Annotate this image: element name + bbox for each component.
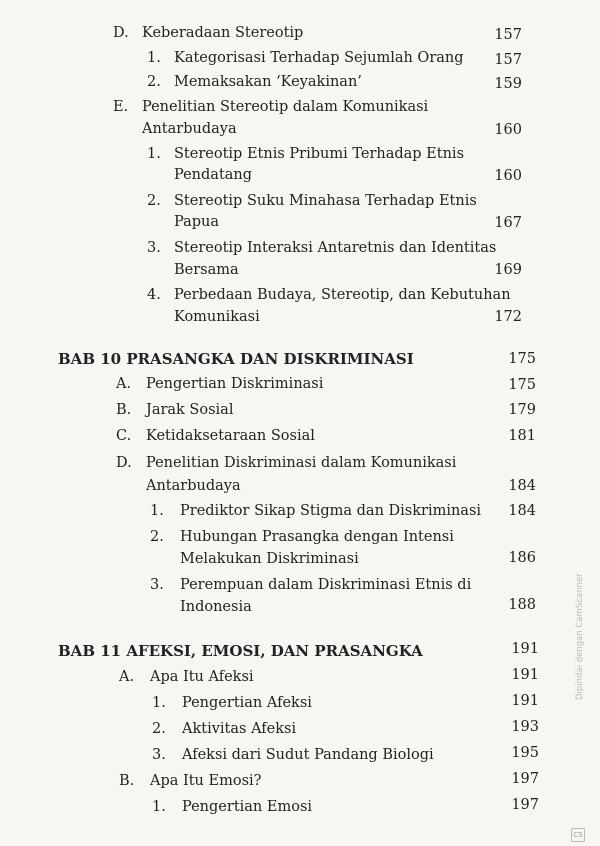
toc-item-title-cont: Pendatang: [174, 167, 253, 183]
toc-section-title: Apa Itu Emosi?: [150, 773, 262, 789]
toc-page-number: 160: [494, 168, 522, 184]
toc-item-number: 2.: [147, 193, 161, 209]
toc-item-number: 3.: [150, 577, 164, 593]
toc-item-title: Aktivitas Afeksi: [182, 721, 297, 737]
toc-item-title-cont: Bersama: [174, 262, 239, 278]
toc-page-number: 167: [494, 215, 522, 231]
toc-page-number: 175: [508, 351, 536, 367]
toc-item-title-cont: Papua: [174, 214, 220, 230]
toc-page-number: 184: [508, 478, 536, 494]
toc-page-number: 169: [494, 262, 522, 278]
toc-item-title-cont: Komunikasi: [174, 309, 260, 325]
toc-letter: D.: [113, 25, 129, 41]
toc-page-number: 197: [511, 797, 539, 813]
toc-item-title: Pengertian Emosi: [182, 799, 313, 815]
toc-page-number: 186: [508, 550, 536, 566]
chapter-title: BAB 10 PRASANGKA DAN DISKRIMINASI: [58, 350, 414, 368]
toc-section-title: Keberadaan Stereotip: [142, 25, 304, 41]
toc-page-number: 191: [511, 667, 539, 683]
toc-page-number: 191: [511, 693, 539, 709]
toc-letter: D.: [116, 455, 132, 471]
toc-letter: E.: [113, 99, 129, 115]
toc-item-title: Kategorisasi Terhadap Sejumlah Orang: [174, 50, 464, 66]
toc-page-number: 181: [508, 428, 536, 444]
toc-page-number: 172: [494, 309, 522, 325]
toc-item-title: Perbedaan Budaya, Stereotip, dan Kebutuhan: [174, 287, 511, 303]
toc-letter: A.: [119, 669, 135, 685]
toc-item-title: Prediktor Sikap Stigma dan Diskriminasi: [180, 503, 482, 519]
scanner-watermark: Dipindai dengan CamScanner: [575, 573, 585, 700]
toc-section-title: Ketidaksetaraan Sosial: [146, 428, 315, 444]
toc-item-title: Stereotip Etnis Pribumi Terhadap Etnis: [174, 146, 465, 162]
toc-letter: C.: [116, 428, 132, 444]
toc-letter: A.: [116, 376, 132, 392]
toc-page-number: 179: [508, 402, 536, 418]
toc-item-number: 1.: [147, 146, 161, 162]
toc-section-title-cont: Antarbudaya: [142, 121, 237, 137]
toc-section-title: Pengertian Diskriminasi: [146, 376, 324, 392]
toc-page-number: 191: [511, 641, 539, 657]
toc-item-number: 2.: [150, 529, 164, 545]
toc-page-number: 197: [511, 771, 539, 787]
toc-page-number: 184: [508, 503, 536, 519]
toc-item-number: 2.: [147, 74, 161, 90]
toc-page-number: 157: [494, 27, 522, 43]
toc-item-number: 1.: [152, 799, 166, 815]
toc-section-title: Jarak Sosial: [146, 402, 234, 418]
toc-page-number: 157: [494, 52, 522, 68]
toc-page-number: 188: [508, 597, 536, 613]
camscanner-icon: CS: [571, 828, 585, 842]
toc-item-number: 1.: [152, 695, 166, 711]
toc-section-title: Penelitian Stereotip dalam Komunikasi: [142, 99, 429, 115]
toc-page-number: 175: [508, 377, 536, 393]
toc-page-number: 160: [494, 122, 522, 138]
toc-section-title-cont: Antarbudaya: [146, 478, 241, 494]
toc-item-number: 4.: [147, 287, 161, 303]
toc-section-title: Penelitian Diskriminasi dalam Komunikasi: [146, 455, 457, 471]
toc-item-number: 2.: [152, 721, 166, 737]
toc-page-number: 159: [494, 76, 522, 92]
toc-item-number: 3.: [152, 747, 166, 763]
toc-item-title: Memaksakan ‘Keyakinan’: [174, 74, 362, 90]
toc-item-title: Afeksi dari Sudut Pandang Biologi: [182, 747, 434, 763]
toc-section-title: Apa Itu Afeksi: [150, 669, 254, 685]
toc-item-title: Pengertian Afeksi: [182, 695, 312, 711]
toc-item-number: 1.: [150, 503, 164, 519]
toc-item-title: Hubungan Prasangka dengan Intensi: [180, 529, 454, 545]
toc-item-number: 3.: [147, 240, 161, 256]
toc-item-title-cont: Indonesia: [180, 599, 252, 615]
toc-page-number: 193: [511, 719, 539, 735]
toc-page-number: 195: [511, 745, 539, 761]
toc-item-title: Stereotip Interaksi Antaretnis dan Identitas: [174, 240, 497, 256]
toc-item-title: Stereotip Suku Minahasa Terhadap Etnis: [174, 193, 477, 209]
toc-letter: B.: [119, 773, 135, 789]
toc-item-number: 1.: [147, 50, 161, 66]
toc-letter: B.: [116, 402, 132, 418]
toc-item-title: Perempuan dalam Diskriminasi Etnis di: [180, 577, 472, 593]
chapter-title: BAB 11 AFEKSI, EMOSI, DAN PRASANGKA: [58, 642, 423, 660]
toc-item-title-cont: Melakukan Diskriminasi: [180, 551, 359, 567]
